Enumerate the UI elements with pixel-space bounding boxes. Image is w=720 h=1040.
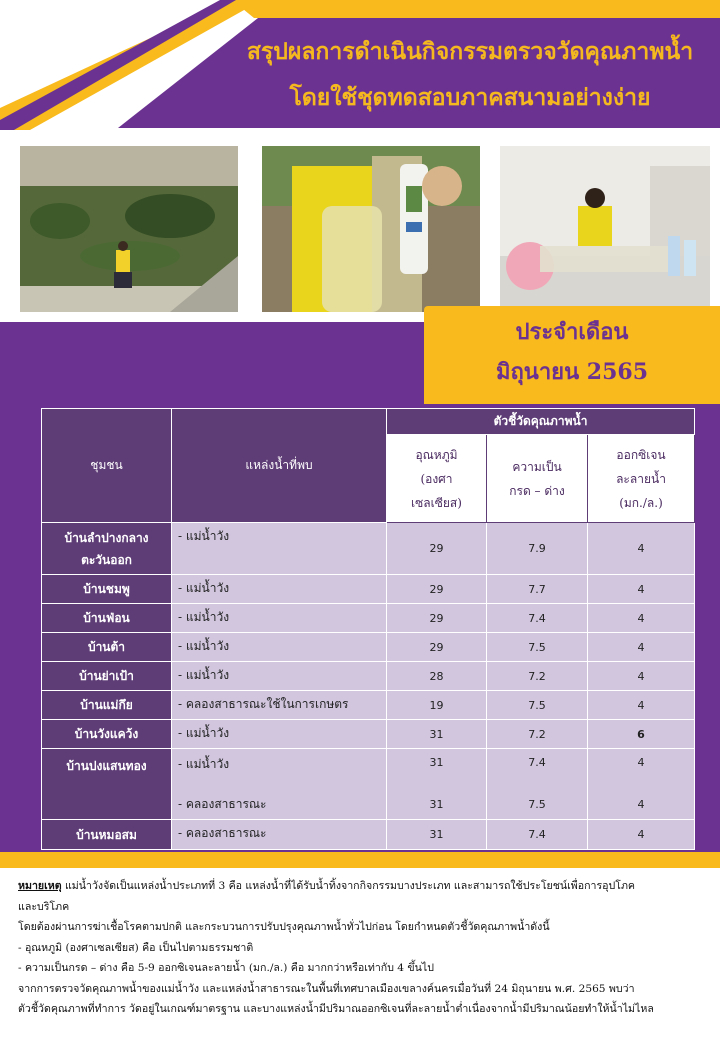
table-row <box>42 720 695 749</box>
ph-cell: 7.2 <box>487 662 588 691</box>
header-ph: ความเป็น กรด – ด่าง <box>487 435 588 523</box>
table-row <box>42 575 695 604</box>
oxygen-cell: 4 4 <box>588 749 695 820</box>
oxygen-cell: 4 <box>588 820 695 850</box>
remark-line: และบริโภค <box>18 900 70 913</box>
remark-line: จากการตรวจวัดคุณภาพน้ำของแม่น้ำวัง และแหล่งน้ำสาธารณะในพื้นที่เทศบาลเมืองเขลางค์นครเมื่อวันที่ 24 มิถุนายน พ.ศ. 2565 พบว่า <box>18 982 635 995</box>
community-cell: บ้านลำปางกลาง ตะวันออก <box>42 523 172 575</box>
table-row <box>42 749 695 820</box>
oxygen-cell: 4 <box>588 633 695 662</box>
temperature-cell: 28 <box>387 662 487 691</box>
temperature-cell: 29 <box>387 523 487 575</box>
oxygen-cell: 4 <box>588 523 695 575</box>
table-row <box>42 523 695 575</box>
source-cell: - คลองสาธารณะใช้ในการเกษตร <box>172 691 387 720</box>
community-cell: บ้านต้า <box>42 633 172 662</box>
ph-cell: 7.9 <box>487 523 588 575</box>
page-title-line2: โดยใช้ชุดทดสอบภาคสนามอย่างง่าย <box>289 84 651 111</box>
temperature-cell: 31 31 <box>387 749 487 820</box>
temperature-cell: 29 <box>387 575 487 604</box>
ph-cell: 7.5 <box>487 691 588 720</box>
community-cell: บ้านแม่กึย <box>42 691 172 720</box>
photo-ph-meter <box>262 146 480 312</box>
remark-line: - อุณหภูมิ (องศาเซลเซียส) คือ เป็นไปตามธรรมชาติ <box>18 941 254 954</box>
temperature-cell: 19 <box>387 691 487 720</box>
temperature-cell: 29 <box>387 633 487 662</box>
community-cell: บ้านวังแคว้ง <box>42 720 172 749</box>
oxygen-cell: 4 <box>588 691 695 720</box>
oxygen-cell: 4 <box>588 575 695 604</box>
source-cell: - แม่น้ำวัง <box>172 662 387 691</box>
oxygen-cell: 4 <box>588 604 695 633</box>
temperature-cell: 31 <box>387 720 487 749</box>
ph-cell: 7.4 <box>487 820 588 850</box>
header-indicators: ตัวชี้วัดคุณภาพน้ำ <box>387 409 695 435</box>
photo-river-sampling <box>20 146 238 312</box>
remark-lead: หมายเหตุ <box>18 880 62 892</box>
temperature-cell: 31 <box>387 820 487 850</box>
remark-line: - ความเป็นกรด – ด่าง คือ 5-9 ออกซิเจนละลายน้ำ (มก./ล.) คือ มากกว่าหรือเท่ากับ 4 ขึ้นไป <box>18 962 434 974</box>
table-row <box>42 820 695 850</box>
remark-line: โดยต้องผ่านการฆ่าเชื้อโรคตามปกติ และกระบวนการปรับปรุงคุณภาพน้ำทั่วไปก่อน โดยกำหนดตัวชี้วัดคุณภาพน้ำดังนี้ <box>18 921 550 933</box>
source-cell: - แม่น้ำวัง <box>172 575 387 604</box>
table-row <box>42 691 695 720</box>
ph-cell: 7.4 <box>487 604 588 633</box>
photo-lab-testing <box>500 146 710 312</box>
header-dissolved-oxygen: ออกซิเจน ละลายน้ำ (มก./ล.) <box>588 435 695 523</box>
remark-line: ตัวชี้วัดคุณภาพที่ทำการ วัดอยู่ในเกณฑ์มาตรฐาน และบางแหล่งน้ำมีปริมาณออกซิเจนที่ละลายน้ำต่ำเนื่องจากน้ำมีปริมาณน้อยทำให้น้ำไม่ไหล <box>18 1003 654 1015</box>
source-cell: - แม่น้ำวัง <box>172 633 387 662</box>
community-cell: บ้านปงแสนทอง <box>42 749 172 820</box>
ph-cell: 7.4 7.5 <box>487 749 588 820</box>
page-title-line1: สรุปผลการดำเนินกิจกรรมตรวจวัดคุณภาพน้ำ <box>246 38 694 65</box>
community-cell: บ้านฟ่อน <box>42 604 172 633</box>
table-row <box>42 633 695 662</box>
header-community: ชุมชน <box>42 409 172 523</box>
bottom-gold-band <box>0 852 720 868</box>
water-quality-table <box>41 408 695 850</box>
source-cell: - แม่น้ำวัง - คลองสาธารณะ <box>172 749 387 820</box>
community-cell: บ้านหมอสม <box>42 820 172 850</box>
oxygen-cell: 4 <box>588 662 695 691</box>
ph-cell: 7.2 <box>487 720 588 749</box>
source-cell: - แม่น้ำวัง <box>172 604 387 633</box>
header-source: แหล่งน้ำที่พบ <box>172 409 387 523</box>
table-row <box>42 662 695 691</box>
source-cell: - แม่น้ำวัง <box>172 523 387 575</box>
month-value: มิถุนายน 2565 <box>495 359 649 385</box>
community-cell: บ้านชมพู <box>42 575 172 604</box>
temperature-cell: 29 <box>387 604 487 633</box>
source-cell: - แม่น้ำวัง <box>172 720 387 749</box>
ph-cell: 7.7 <box>487 575 588 604</box>
remarks <box>18 876 708 1020</box>
header-temperature: อุณหภูมิ (องศา เซลเซียส) <box>387 435 487 523</box>
table-row <box>42 604 695 633</box>
month-label: ประจำเดือน <box>515 319 629 345</box>
community-cell: บ้านย่าเป้า <box>42 662 172 691</box>
ph-cell: 7.5 <box>487 633 588 662</box>
source-cell: - คลองสาธารณะ <box>172 820 387 850</box>
oxygen-cell: 6 <box>588 720 695 749</box>
remark-line: หมายเหตุ แม่น้ำวังจัดเป็นแหล่งน้ำประเภทที่ 3 คือ แหล่งน้ำที่ได้รับน้ำทิ้งจากกิจกรรมบางประเภท และสามารถใช้ประโยชน์เพื่อการอุปโภค <box>18 880 636 892</box>
